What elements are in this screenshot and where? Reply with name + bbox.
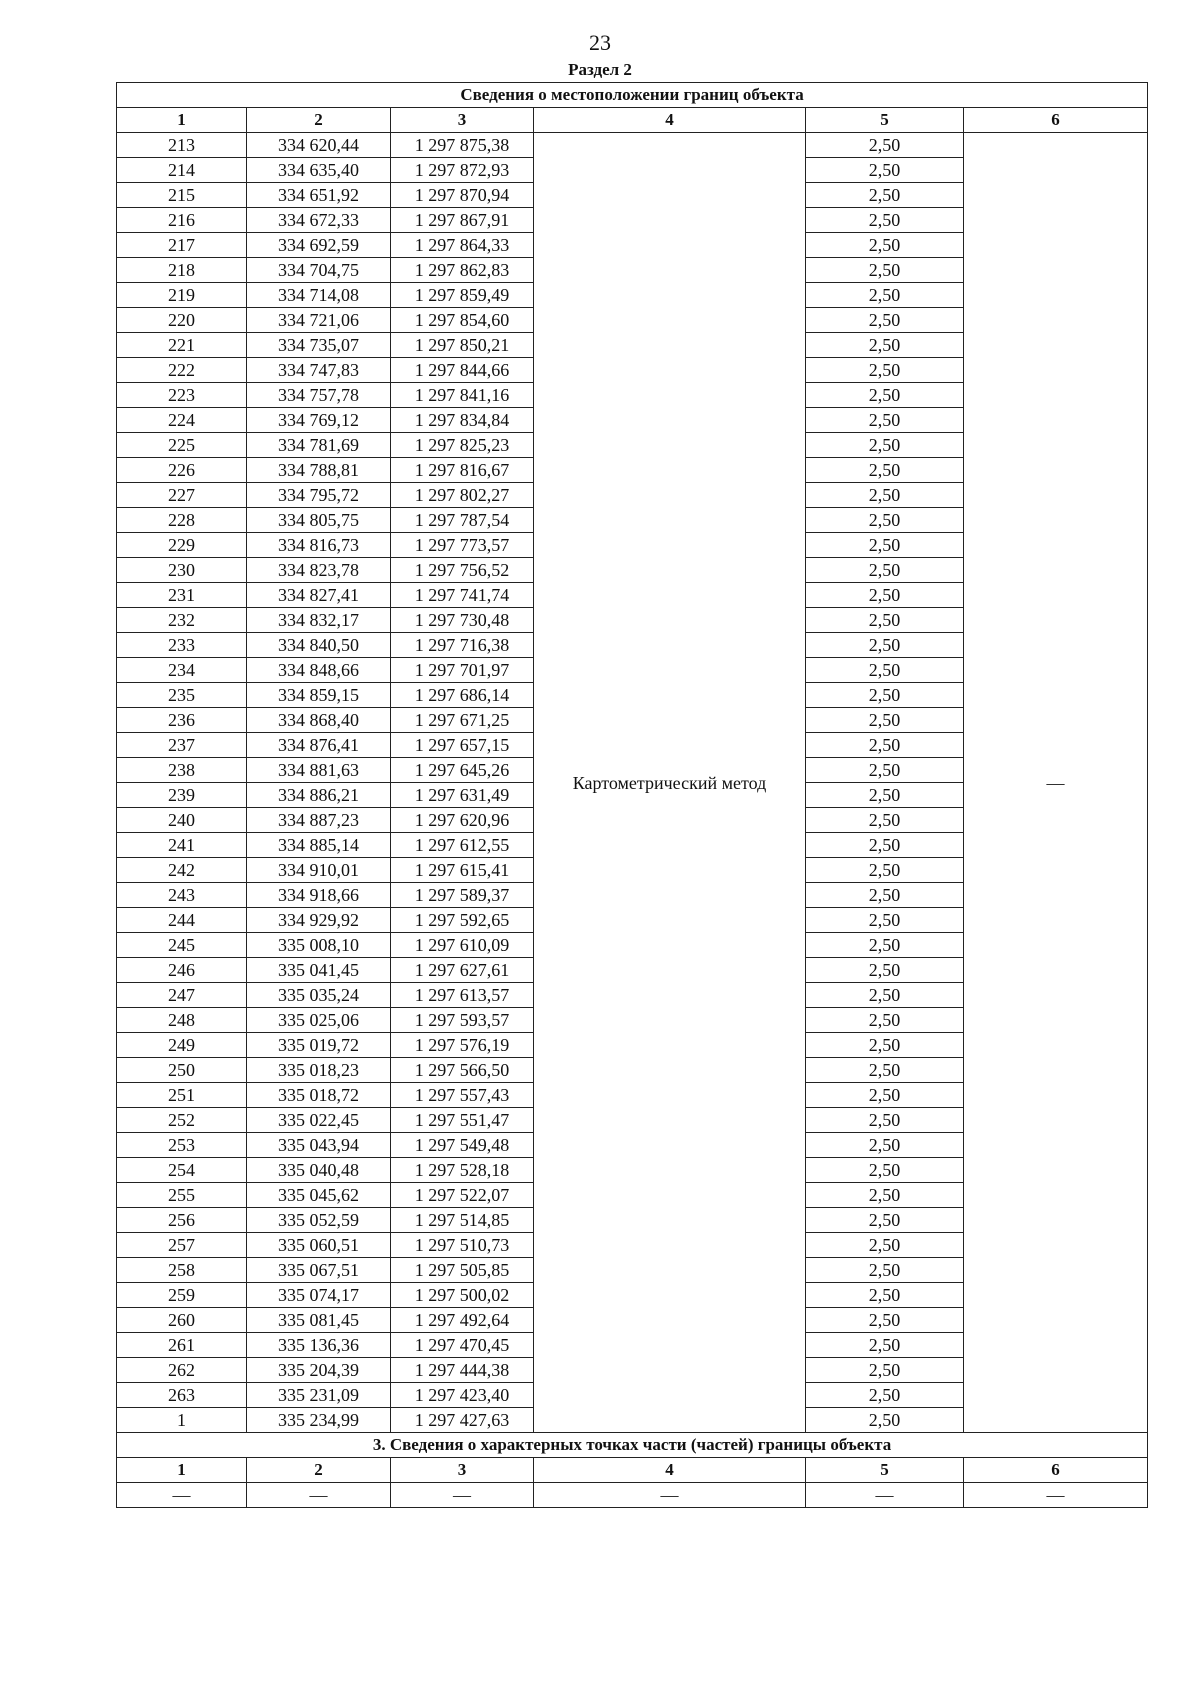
x-coordinate-cell: 335 025,06 [247,1008,391,1033]
point-number-cell: 241 [117,833,247,858]
point-number-cell: 249 [117,1033,247,1058]
x-coordinate-cell: 334 735,07 [247,333,391,358]
accuracy-cell: 2,50 [806,483,964,508]
point-number-cell: 252 [117,1108,247,1133]
accuracy-cell: 2,50 [806,158,964,183]
x-coordinate-cell: 334 832,17 [247,608,391,633]
table-title: Сведения о местоположении границ объекта [117,83,1148,108]
y-coordinate-cell: 1 297 686,14 [391,683,534,708]
point-number-cell: 254 [117,1158,247,1183]
accuracy-cell: 2,50 [806,1058,964,1083]
y-coordinate-cell: 1 297 875,38 [391,133,534,158]
y-coordinate-cell: 1 297 645,26 [391,758,534,783]
y-coordinate-cell: 1 297 549,48 [391,1133,534,1158]
x-coordinate-cell: 334 620,44 [247,133,391,158]
y-coordinate-cell: 1 297 551,47 [391,1108,534,1133]
x-coordinate-cell: 334 672,33 [247,208,391,233]
x-coordinate-cell: 334 827,41 [247,583,391,608]
x-coordinate-cell: 334 805,75 [247,508,391,533]
accuracy-cell: 2,50 [806,708,964,733]
method-cell: Картометрический метод [534,133,806,1433]
accuracy-cell: 2,50 [806,258,964,283]
x-coordinate-cell: 335 052,59 [247,1208,391,1233]
point-number-cell: 226 [117,458,247,483]
accuracy-cell: 2,50 [806,133,964,158]
point-number-cell: 224 [117,408,247,433]
column-header: 6 [964,1458,1148,1483]
accuracy-cell: 2,50 [806,233,964,258]
y-coordinate-cell: 1 297 870,94 [391,183,534,208]
x-coordinate-cell: 334 816,73 [247,533,391,558]
accuracy-cell: 2,50 [806,358,964,383]
accuracy-cell: 2,50 [806,683,964,708]
column-header: 5 [806,108,964,133]
x-coordinate-cell: 335 040,48 [247,1158,391,1183]
point-number-cell: 232 [117,608,247,633]
column-header: 2 [247,1458,391,1483]
accuracy-cell: 2,50 [806,1333,964,1358]
x-coordinate-cell: 334 714,08 [247,283,391,308]
y-coordinate-cell: 1 297 787,54 [391,508,534,533]
column-header: 5 [806,1458,964,1483]
x-coordinate-cell: 334 823,78 [247,558,391,583]
y-coordinate-cell: 1 297 825,23 [391,433,534,458]
x-coordinate-cell: 334 886,21 [247,783,391,808]
y-coordinate-cell: 1 297 773,57 [391,533,534,558]
column-header: 6 [964,108,1148,133]
x-coordinate-cell: 334 848,66 [247,658,391,683]
x-coordinate-cell: 334 918,66 [247,883,391,908]
y-coordinate-cell: 1 297 756,52 [391,558,534,583]
y-coordinate-cell: 1 297 716,38 [391,633,534,658]
point-number-cell: 213 [117,133,247,158]
accuracy-cell: 2,50 [806,1183,964,1208]
x-coordinate-cell: 334 781,69 [247,433,391,458]
point-number-cell: 258 [117,1258,247,1283]
point-number-cell: 247 [117,983,247,1008]
point-number-cell: 237 [117,733,247,758]
y-coordinate-cell: 1 297 566,50 [391,1058,534,1083]
x-coordinate-cell: 334 881,63 [247,758,391,783]
section3-header-row [117,1458,1148,1483]
point-number-cell: 251 [117,1083,247,1108]
boundary-table [116,82,1148,1508]
y-coordinate-cell: 1 297 615,41 [391,858,534,883]
point-number-cell: 220 [117,308,247,333]
x-coordinate-cell: 335 045,62 [247,1183,391,1208]
x-coordinate-cell: 334 747,83 [247,358,391,383]
column-header: 2 [247,108,391,133]
x-coordinate-cell: 335 231,09 [247,1383,391,1408]
x-coordinate-cell: 334 868,40 [247,708,391,733]
section-title: Раздел 2 [568,60,632,79]
x-coordinate-cell: 335 060,51 [247,1233,391,1258]
dash-cell: — [964,1483,1148,1508]
point-number-cell: 228 [117,508,247,533]
accuracy-cell: 2,50 [806,883,964,908]
accuracy-cell: 2,50 [806,1258,964,1283]
point-number-cell: 233 [117,633,247,658]
point-number-cell: 260 [117,1308,247,1333]
dash-cell: — [247,1483,391,1508]
point-number-cell: 255 [117,1183,247,1208]
y-coordinate-cell: 1 297 592,65 [391,908,534,933]
point-number-cell: 214 [117,158,247,183]
y-coordinate-cell: 1 297 528,18 [391,1158,534,1183]
x-coordinate-cell: 334 859,15 [247,683,391,708]
y-coordinate-cell: 1 297 610,09 [391,933,534,958]
y-coordinate-cell: 1 297 864,33 [391,233,534,258]
point-number-cell: 235 [117,683,247,708]
accuracy-cell: 2,50 [806,833,964,858]
accuracy-cell: 2,50 [806,1358,964,1383]
y-coordinate-cell: 1 297 557,43 [391,1083,534,1108]
accuracy-cell: 2,50 [806,433,964,458]
x-coordinate-cell: 334 885,14 [247,833,391,858]
point-number-cell: 1 [117,1408,247,1433]
point-number-cell: 244 [117,908,247,933]
y-coordinate-cell: 1 297 859,49 [391,283,534,308]
accuracy-cell: 2,50 [806,408,964,433]
accuracy-cell: 2,50 [806,1158,964,1183]
section3-title: 3. Сведения о характерных точках части (частей) границы объекта [117,1433,1148,1458]
x-coordinate-cell: 334 692,59 [247,233,391,258]
point-number-cell: 256 [117,1208,247,1233]
y-coordinate-cell: 1 297 514,85 [391,1208,534,1233]
accuracy-cell: 2,50 [806,208,964,233]
y-coordinate-cell: 1 297 841,16 [391,383,534,408]
y-coordinate-cell: 1 297 593,57 [391,1008,534,1033]
x-coordinate-cell: 335 018,72 [247,1083,391,1108]
accuracy-cell: 2,50 [806,1133,964,1158]
accuracy-cell: 2,50 [806,858,964,883]
section3-title-row [117,1433,1148,1458]
x-coordinate-cell: 335 019,72 [247,1033,391,1058]
accuracy-cell: 2,50 [806,1283,964,1308]
point-number-cell: 223 [117,383,247,408]
point-number-cell: 219 [117,283,247,308]
x-coordinate-cell: 335 234,99 [247,1408,391,1433]
point-number-cell: 227 [117,483,247,508]
accuracy-cell: 2,50 [806,1408,964,1433]
point-number-cell: 242 [117,858,247,883]
x-coordinate-cell: 335 041,45 [247,958,391,983]
point-number-cell: 248 [117,1008,247,1033]
accuracy-cell: 2,50 [806,558,964,583]
point-number-cell: 263 [117,1383,247,1408]
point-number-cell: 217 [117,233,247,258]
table-title-row [117,83,1148,108]
y-coordinate-cell: 1 297 522,07 [391,1183,534,1208]
table-row [117,133,1148,158]
point-number-cell: 238 [117,758,247,783]
accuracy-cell: 2,50 [806,1083,964,1108]
accuracy-cell: 2,50 [806,783,964,808]
y-coordinate-cell: 1 297 589,37 [391,883,534,908]
dash-cell: — [391,1483,534,1508]
accuracy-cell: 2,50 [806,1308,964,1333]
x-coordinate-cell: 334 876,41 [247,733,391,758]
y-coordinate-cell: 1 297 671,25 [391,708,534,733]
y-coordinate-cell: 1 297 701,97 [391,658,534,683]
accuracy-cell: 2,50 [806,1383,964,1408]
point-number-cell: 221 [117,333,247,358]
x-coordinate-cell: 334 769,12 [247,408,391,433]
y-coordinate-cell: 1 297 741,74 [391,583,534,608]
y-coordinate-cell: 1 297 576,19 [391,1033,534,1058]
y-coordinate-cell: 1 297 834,84 [391,408,534,433]
y-coordinate-cell: 1 297 492,64 [391,1308,534,1333]
column-header-row [117,108,1148,133]
x-coordinate-cell: 334 910,01 [247,858,391,883]
x-coordinate-cell: 335 074,17 [247,1283,391,1308]
x-coordinate-cell: 335 043,94 [247,1133,391,1158]
x-coordinate-cell: 334 651,92 [247,183,391,208]
accuracy-cell: 2,50 [806,283,964,308]
y-coordinate-cell: 1 297 850,21 [391,333,534,358]
point-number-cell: 261 [117,1333,247,1358]
accuracy-cell: 2,50 [806,1108,964,1133]
point-number-cell: 216 [117,208,247,233]
accuracy-cell: 2,50 [806,1208,964,1233]
y-coordinate-cell: 1 297 816,67 [391,458,534,483]
x-coordinate-cell: 334 721,06 [247,308,391,333]
accuracy-cell: 2,50 [806,583,964,608]
y-coordinate-cell: 1 297 423,40 [391,1383,534,1408]
point-number-cell: 259 [117,1283,247,1308]
page-number: 23 [589,30,611,55]
point-number-cell: 250 [117,1058,247,1083]
accuracy-cell: 2,50 [806,733,964,758]
point-number-cell: 240 [117,808,247,833]
accuracy-cell: 2,50 [806,383,964,408]
column-header: 4 [534,1458,806,1483]
accuracy-cell: 2,50 [806,958,964,983]
point-number-cell: 225 [117,433,247,458]
y-coordinate-cell: 1 297 612,55 [391,833,534,858]
accuracy-cell: 2,50 [806,608,964,633]
x-coordinate-cell: 334 704,75 [247,258,391,283]
point-number-cell: 239 [117,783,247,808]
x-coordinate-cell: 334 929,92 [247,908,391,933]
accuracy-cell: 2,50 [806,1033,964,1058]
point-number-cell: 245 [117,933,247,958]
accuracy-cell: 2,50 [806,308,964,333]
y-coordinate-cell: 1 297 620,96 [391,808,534,833]
column-header: 3 [391,1458,534,1483]
description-cell: — [964,133,1148,1433]
x-coordinate-cell: 335 022,45 [247,1108,391,1133]
x-coordinate-cell: 335 204,39 [247,1358,391,1383]
y-coordinate-cell: 1 297 627,61 [391,958,534,983]
point-number-cell: 243 [117,883,247,908]
point-number-cell: 222 [117,358,247,383]
point-number-cell: 230 [117,558,247,583]
y-coordinate-cell: 1 297 427,63 [391,1408,534,1433]
accuracy-cell: 2,50 [806,1008,964,1033]
accuracy-cell: 2,50 [806,633,964,658]
point-number-cell: 215 [117,183,247,208]
y-coordinate-cell: 1 297 510,73 [391,1233,534,1258]
point-number-cell: 229 [117,533,247,558]
x-coordinate-cell: 334 757,78 [247,383,391,408]
x-coordinate-cell: 335 035,24 [247,983,391,1008]
y-coordinate-cell: 1 297 862,83 [391,258,534,283]
table-body [117,83,1148,1508]
point-number-cell: 262 [117,1358,247,1383]
y-coordinate-cell: 1 297 867,91 [391,208,534,233]
point-number-cell: 218 [117,258,247,283]
dash-cell: — [534,1483,806,1508]
y-coordinate-cell: 1 297 444,38 [391,1358,534,1383]
x-coordinate-cell: 335 018,23 [247,1058,391,1083]
x-coordinate-cell: 334 887,23 [247,808,391,833]
y-coordinate-cell: 1 297 500,02 [391,1283,534,1308]
y-coordinate-cell: 1 297 613,57 [391,983,534,1008]
y-coordinate-cell: 1 297 470,45 [391,1333,534,1358]
x-coordinate-cell: 335 136,36 [247,1333,391,1358]
x-coordinate-cell: 335 067,51 [247,1258,391,1283]
x-coordinate-cell: 334 840,50 [247,633,391,658]
accuracy-cell: 2,50 [806,908,964,933]
dash-cell: — [806,1483,964,1508]
accuracy-cell: 2,50 [806,533,964,558]
x-coordinate-cell: 334 635,40 [247,158,391,183]
column-header: 4 [534,108,806,133]
column-header: 1 [117,108,247,133]
y-coordinate-cell: 1 297 657,15 [391,733,534,758]
accuracy-cell: 2,50 [806,983,964,1008]
accuracy-cell: 2,50 [806,1233,964,1258]
x-coordinate-cell: 334 788,81 [247,458,391,483]
accuracy-cell: 2,50 [806,933,964,958]
x-coordinate-cell: 334 795,72 [247,483,391,508]
y-coordinate-cell: 1 297 854,60 [391,308,534,333]
y-coordinate-cell: 1 297 872,93 [391,158,534,183]
accuracy-cell: 2,50 [806,658,964,683]
point-number-cell: 236 [117,708,247,733]
dash-cell: — [117,1483,247,1508]
column-header: 3 [391,108,534,133]
column-header: 1 [117,1458,247,1483]
accuracy-cell: 2,50 [806,183,964,208]
accuracy-cell: 2,50 [806,508,964,533]
accuracy-cell: 2,50 [806,333,964,358]
x-coordinate-cell: 335 081,45 [247,1308,391,1333]
accuracy-cell: 2,50 [806,808,964,833]
accuracy-cell: 2,50 [806,458,964,483]
point-number-cell: 234 [117,658,247,683]
x-coordinate-cell: 335 008,10 [247,933,391,958]
y-coordinate-cell: 1 297 802,27 [391,483,534,508]
point-number-cell: 231 [117,583,247,608]
y-coordinate-cell: 1 297 730,48 [391,608,534,633]
section3-row [117,1483,1148,1508]
y-coordinate-cell: 1 297 631,49 [391,783,534,808]
accuracy-cell: 2,50 [806,758,964,783]
point-number-cell: 257 [117,1233,247,1258]
point-number-cell: 253 [117,1133,247,1158]
y-coordinate-cell: 1 297 844,66 [391,358,534,383]
point-number-cell: 246 [117,958,247,983]
y-coordinate-cell: 1 297 505,85 [391,1258,534,1283]
